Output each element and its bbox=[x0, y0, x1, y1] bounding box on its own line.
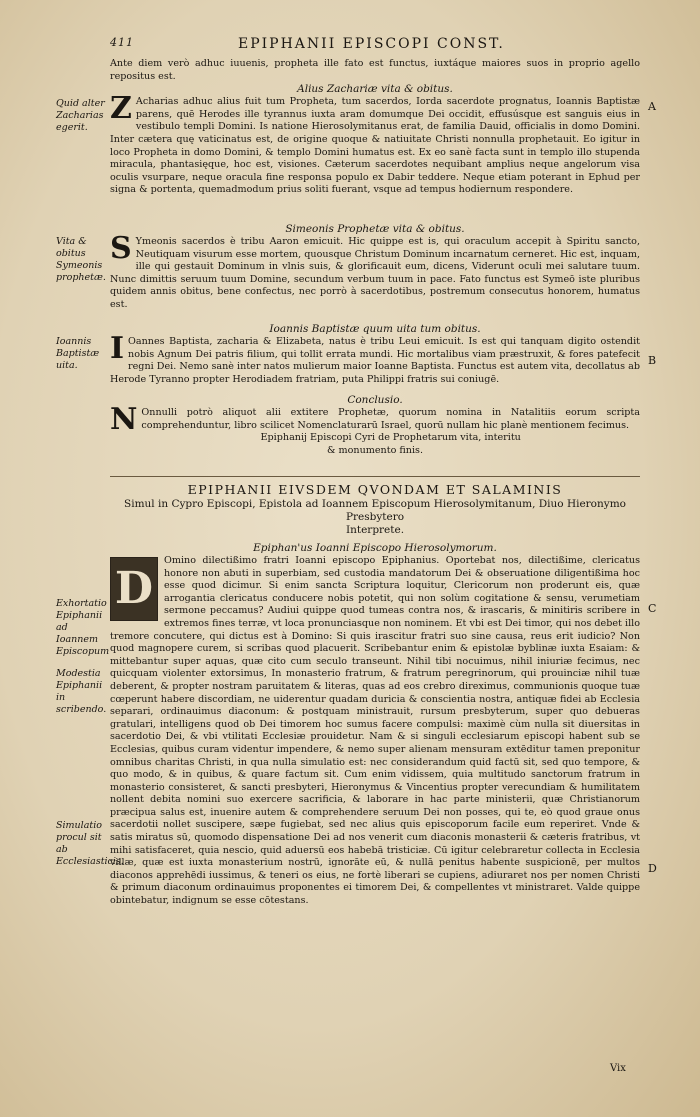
ioannes-heading: Ioannis Baptistæ quum uita tum obitus. bbox=[269, 323, 481, 335]
margin-note-exhortatio: Exhortatio Epiphanii ad Ioannem Episcopum bbox=[56, 598, 110, 657]
side-letter-a: A bbox=[648, 100, 656, 113]
margin-note-modestia: Modestia Epiphanii in scribendo. bbox=[56, 668, 107, 715]
simeon-block bbox=[110, 223, 640, 312]
zacharias-heading: Alius Zachariæ vita & obitus. bbox=[297, 83, 453, 96]
conclusio-text: Onnulli potrò aliquot alii extitere Prophetæ, quorum nomina in Natalitiis eorum scripta comprehenduntur, libro scilicet Nomenclaturarū Israel, quorū nullam hic planè mentionem fecimus. bbox=[141, 407, 640, 431]
ioannes-initial: I bbox=[110, 331, 125, 366]
zacharias-block bbox=[110, 58, 640, 197]
epistle-salutation: Epiphan'us Ioanni Episcopo Hierosolymorum. bbox=[253, 542, 497, 554]
intro-text: Ante diem verò adhuc iuuenis, propheta ille fato est functus, iuxtáque maiores suos in proprio agello repositus est. bbox=[110, 58, 640, 82]
epistle-block bbox=[110, 542, 640, 908]
simeon-initial: S bbox=[110, 231, 132, 266]
zacharias-text: Acharias adhuc alius fuit tum Propheta, tum sacerdos, Iorda sacerdote prognatus, Ioannis Baptistæ parens, quē Herodes ille tyrannus iuxta aram domumque Dei occidit, effusúsque est sanguis eius in vestibulo templi Domini. Is natione Hierosolymitanus erat, de familia Dauid, officialis in domo Domini. Inter cætera quę vaticinatus est, de origine quoque & natiuitate Christi nonnulla prophetauit. Eo igitur in loco Propheta in domo Domini, & templo Domini humatus est. Ex eo sanè facta sunt in templo illo stupenda miracula, phantasięque, hoc est, visiones. Cæterum sacerdotes nequibant amplius neque angelorum visa oculis vsurpare, neque oracula fine responsa populo ex Dabir teddere. Neque etiam poterant in Ephud per signa & portenta, quemadmodum prius soliti fuerant, vsque ad tempus hodiernum respondere. bbox=[110, 96, 640, 196]
finis-line-2: & monumento finis. bbox=[326, 444, 424, 456]
catchword: Vix bbox=[610, 1063, 626, 1074]
page-header bbox=[110, 36, 670, 56]
margin-note-ioannes: Ioannis Baptistæ uita. bbox=[56, 336, 100, 371]
epistle-paragraph bbox=[110, 555, 640, 908]
decorated-initial: D bbox=[110, 557, 158, 621]
conclusio-block bbox=[110, 394, 640, 457]
simeon-heading: Simeonis Prophetæ vita & obitus. bbox=[285, 223, 465, 235]
zacharias-paragraph bbox=[110, 91, 640, 197]
simeon-paragraph bbox=[110, 231, 640, 312]
zacharias-initial: Z bbox=[110, 91, 132, 127]
epistle-title: EPIPHANII EIVSDEM QVONDAM ET SALAMINIS bbox=[187, 482, 563, 497]
side-letter-b: B bbox=[648, 354, 657, 367]
conclusio-heading: Conclusio. bbox=[347, 394, 403, 406]
epistle-subtitle-line: Simul in Cypro Episcopi, Epistola ad Ioannem Episcopum Hierosolymitanum, Diuo Hieronymo Presbytero bbox=[124, 498, 626, 523]
side-letter-c: C bbox=[648, 602, 657, 615]
margin-note-zacharias: Quid alter Zacharias egerit. bbox=[56, 98, 105, 133]
ioannes-paragraph bbox=[110, 331, 640, 386]
epistle-text: Omino dilectißimo fratri Ioanni episcopo Epiphanius. Oportebat nos, dilectißime, clericatus honore non abuti in superbiam, sed custodia mandatorum Dei & obseruatione diligentißima hoc esse quod dicimur. Si enim sancta Scriptura loquitur, Clericorum non proderunt eis, quæ arrogantia clericatus conducere nobis potetit, qui non solùm cogitatione & sensu, verumetiam sermone peccamus? Audiui quippe quod tumeas contra nos, & irascaris, & minitiris scribere in extremos fines terræ, vt loca pronunciasque non nominem. Et vbi est Dei timor, qui nos debet illo tremore concutere, qui dictus est à Domino: Si quis irascitur fratri suo sine causa, reus erit iudicio? Non quod magnopere curem, si scribas quod placuerit. Scribebantur enim & epistolæ byblinæ iuxta Esaiam: & mittebantur super aquas, quæ cito cum seculo transeunt. Nihil tibi nocuimus, nihil iniuriæ fecimus, nec quicquam violenter extorsimus, In monasterio fratrum, & fratrum peregrinorum, qui prouinciæ nihil tuæ deberent, & propter nostram paruitatem & literas, quas ad eos crebro direximus, communionis quoque tuæ cœperunt habere discordiam, ne uiderentur quadam duricia & conscientia nostra, antiquæ fidei ab Ecclesia separari, ordinauimus diaconum: & postquam ministrauit, rursum presbyterum, super quo debueras gratulari, intelligens quod ob Dei timorem hoc sumus facere compulsi: maximè cùm nulla sit diuersitas in sacerdotio Dei, & vbi vtilitati Ecclesiæ prouidetur. Nam & si singuli ecclesiarum episcopi habent sub se Ecclesias, quibus curam videntur impendere, & nemo super alienam mensuram extēditur tamen preponitur omnibus charitas Christi, in qua nulla simulatio est: nec considerandum quid factū sit, sed quo tempore, & quo modo, & in quibus, & quare factum sit. Cum enim vidissem, quia multitudo sanctorum fratrum in monasterio consisteret, & sancti presbyteri, Hieronymus & Vincentius propter verecundiam & humilitatem nollent debita nomini suo exercere sacrificia, & laborare in hac parte ministerii, quæ Christianorum præcipua salus est, inuenire autem & comprehendere seruum Dei non posses, qui te, eò quod graue onus sacerdotii nollet suscipere, sæpe fugiebat, sed nec alius quis episcoporum facile eum reperiret. Vnde & satis miratus sū, quomodo dispensatione Dei ad nos venerit cum diaconis monasterii & cæteris fratribus, vt mihi satisfaceret, quia nescio, quid aduersū eos habebā tristiciæ. Cū igitur celebraretur collecta in Ecclesia villæ, quæ est iuxta monasterium nostrū, ignorāte eū, & nullā penitus habente suspicionē, per multos diaconos apprehēdi iussimus, & teneri os eius, ne fortè liberari se cupiens, adiuraret nos per nomen Christi & primum diaconum ordinauimus proponentes ei timorem Dei, & compellentes vt ministraret. Valde quippe obintebatur, indignum se esse cōtestans. bbox=[110, 555, 640, 907]
ioannes-text: Oannes Baptista, zacharia & Elizabeta, natus è tribu Leui emicuit. Is est qui tanquam digito ostendit nobis Agnum Dei patris filium, qui tollit errata mundi. Hic mortalibus viam præstruxit, & fores patefecit regni Dei. Nemo sanè inter natos mulierum maior Ioanne Baptista. Functus est autem vita, decollatus ab Herode Tyranno propter Herodiadem fratriam, puta Philippi fratris sui coniugē. bbox=[110, 336, 640, 385]
ioannes-block bbox=[110, 323, 640, 386]
conclusio-paragraph bbox=[110, 402, 640, 437]
conclusio-initial: N bbox=[110, 402, 138, 437]
margin-note-simulatio: Simulatio procul sit ab Ecclesiasticis. bbox=[56, 820, 124, 867]
finis-line-1: Epiphanij Episcopi Cyri de Prophetarum vita, interitu bbox=[260, 432, 521, 444]
simeon-text: Ymeonis sacerdos è tribu Aaron emicuit. Hic quippe est is, qui oraculum accepit à Spiritu sancto, Neutiquam visurum esse mortem, quousque Christum Dominum incarnatum cerneret. Hic est, inquam, ille qui gestauit Dominum in vlnis suis, & glorificauit eum, dicens, Viderunt oculi mei salutare tuum. Nunc dimittis seruum tuum Domine, secundum verbum tuum in pace. Fato functus est Symeō iste pluribus quidem annis obitus, bene confectus, nec porrò à sacerdotibus, postremum consecutus honorem, humatus est. bbox=[110, 236, 640, 310]
section-rule bbox=[110, 476, 640, 477]
epistle-interprete: Interprete. bbox=[345, 524, 405, 536]
running-title: EPIPHANII EPISCOPI CONST. bbox=[238, 36, 505, 52]
folio-number: 411 bbox=[110, 36, 134, 49]
epistle-subtitle bbox=[110, 498, 640, 537]
side-letter-d: D bbox=[648, 862, 657, 875]
margin-note-simeon: Vita & obitus Symeonis prophetæ. bbox=[56, 236, 106, 283]
